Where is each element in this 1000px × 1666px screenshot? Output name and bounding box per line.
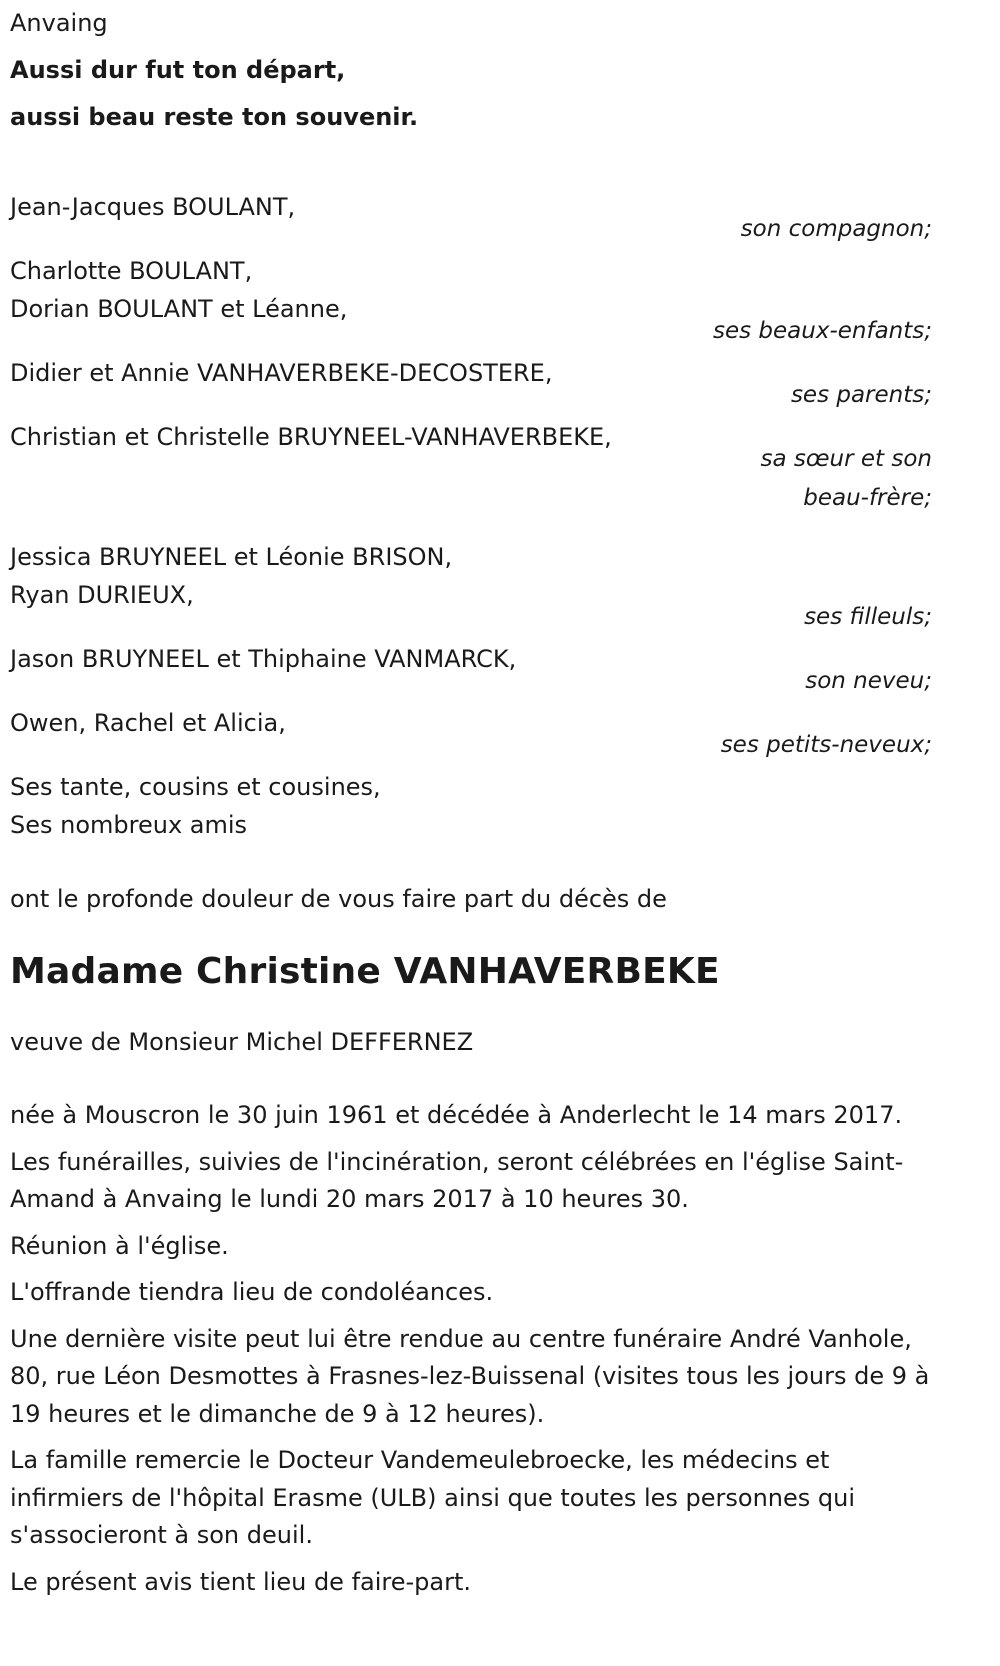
family-member: Jean-Jacques BOULANT,: [10, 193, 296, 221]
family-group-sister: [10, 418, 932, 518]
obituary-notice: [10, 0, 932, 1601]
family-group-godchildren: [10, 538, 932, 637]
birth-death-paragraph: née à Mouscron le 30 juin 1961 et décédée à Anderlecht le 14 mars 2017.: [10, 1101, 903, 1129]
family-member: Ryan DURIEUX,: [10, 581, 194, 609]
family-member: Ses nombreux amis: [10, 811, 248, 839]
town-name: Anvaing: [10, 9, 108, 37]
family-group-companion: [10, 188, 932, 249]
family-relation: ses filleuls;: [804, 604, 932, 630]
family-group-nephew: [10, 640, 932, 701]
family-group-others: [10, 768, 932, 844]
quote-line-1: Aussi dur fut ton départ,: [10, 56, 346, 84]
family-relation: ses petits-neveux;: [720, 732, 932, 758]
family-relation: sa sœur et son: [760, 446, 932, 472]
funeral-paragraph: Les funérailles, suivies de l'incinération, seront célébrées en l'église Saint-Amand à Anvaing le lundi 20 mars 2017 à 10 heures 30.: [10, 1147, 904, 1213]
family-member: Owen, Rachel et Alicia,: [10, 709, 286, 737]
family-relation: ses parents;: [790, 382, 932, 408]
thanks-paragraph: La famille remercie le Docteur Vandemeulebroecke, les médecins et infirmiers de l'hôpital Erasme (ULB) ainsi que toutes les personnes qui s'associeront à son deuil.: [10, 1446, 856, 1549]
meeting-paragraph: Réunion à l'église.: [10, 1231, 229, 1260]
family-relation: beau-frère;: [803, 485, 932, 511]
family-member: Jessica BRUYNEEL et Léonie BRISON,: [10, 543, 453, 571]
family-relation: son neveu;: [805, 668, 932, 694]
family-member: Ses tante, cousins et cousines,: [10, 773, 381, 801]
offering-paragraph: L'offrande tiendra lieu de condoléances.: [10, 1278, 494, 1306]
family-member: Jason BRUYNEEL et Thiphaine VANMARCK,: [10, 645, 517, 673]
announcement: ont le profonde douleur de vous faire part du décès de: [10, 885, 667, 913]
quote-line-2: aussi beau reste ton souvenir.: [10, 103, 419, 131]
family-member: Christian et Christelle BRUYNEEL-VANHAVERBEKE,: [10, 423, 612, 451]
family-group-parents: [10, 354, 932, 415]
family-relation: son compagnon;: [740, 216, 932, 242]
family-group-stepchildren: [10, 252, 932, 351]
family-group-grandnephews: [10, 704, 932, 765]
family-member: Dorian BOULANT et Léanne,: [10, 295, 348, 323]
deceased-name: Madame Christine VANHAVERBEKE: [10, 951, 720, 992]
widow-of: veuve de Monsieur Michel DEFFERNEZ: [10, 1028, 474, 1056]
family-relation: ses beaux-enfants;: [712, 318, 932, 344]
notice-paragraph: Le présent avis tient lieu de faire-part.: [10, 1567, 472, 1596]
visit-paragraph: Une dernière visite peut lui être rendue au centre funéraire André Vanhole, 80, rue Léon Desmottes à Frasnes-lez-Buissenal (visites tous les jours de 9 à 19 heures et le dimanche de 9 à 12 heures).: [10, 1324, 930, 1428]
family-list: [10, 188, 932, 844]
family-member: Charlotte BOULANT,: [10, 257, 253, 285]
family-member: Didier et Annie VANHAVERBEKE-DECOSTERE,: [10, 359, 553, 387]
